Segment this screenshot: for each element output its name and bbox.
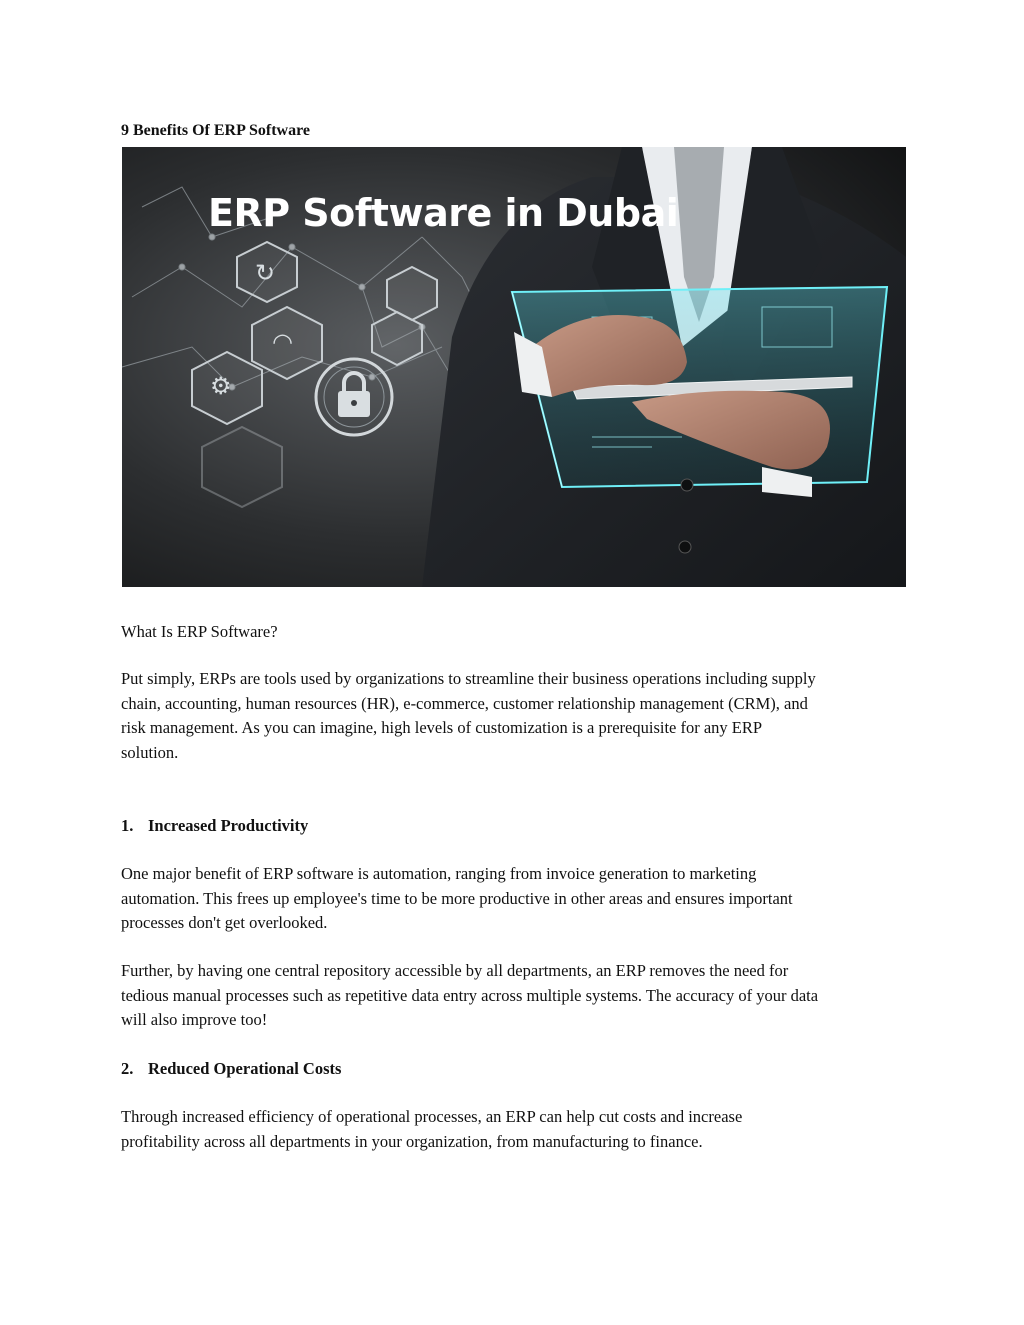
- paragraph-line: tedious manual processes such as repetitive data entry across multiple systems. The accuracy of your data: [121, 985, 819, 1005]
- paragraph-line: Further, by having one central repository accessible by all departments, an ERP removes the need for: [121, 961, 789, 980]
- paragraph-line: processes don't get overlooked.: [121, 913, 328, 932]
- hero-image: [122, 147, 906, 587]
- section-number: 1.: [121, 816, 134, 835]
- paragraph-line: will also improve too!: [121, 1010, 268, 1029]
- hero-caption: ERP Software in Dubai: [208, 191, 679, 235]
- paragraph-line: Through increased efficiency of operational processes, an ERP can help cut costs and increase: [121, 1107, 743, 1126]
- section-heading: [121, 815, 308, 837]
- section-title: Increased Productivity: [148, 816, 309, 835]
- paragraph-line: automation. This frees up employee's time to be more productive in other areas and ensures important: [121, 888, 793, 908]
- section-paragraph: [121, 1105, 906, 1154]
- svg-text:⚙: ⚙: [210, 372, 232, 400]
- intro-question: What Is ERP Software?: [121, 622, 278, 641]
- section-heading: [121, 1058, 341, 1080]
- intro-line: Put simply, ERPs are tools used by organizations to streamline their business operations including supply: [121, 669, 816, 688]
- section-title: Reduced Operational Costs: [148, 1059, 342, 1078]
- intro-line: chain, accounting, human resources (HR), e-commerce, customer relationship management (CRM), and: [121, 693, 808, 713]
- intro-paragraph: [121, 667, 906, 765]
- paragraph-line: profitability across all departments in your organization, from manufacturing to finance.: [121, 1131, 703, 1151]
- intro-line: solution.: [121, 742, 179, 762]
- intro-line: risk management. As you can imagine, high levels of customization is a prerequisite for any ERP: [121, 718, 763, 737]
- document-title: 9 Benefits Of ERP Software: [121, 122, 311, 139]
- svg-text:◠: ◠: [272, 328, 293, 356]
- section-paragraph: [121, 862, 906, 936]
- svg-text:↻: ↻: [255, 259, 276, 287]
- paragraph-line: One major benefit of ERP software is automation, ranging from invoice generation to marketing: [121, 864, 757, 883]
- section-paragraph: [121, 959, 906, 1033]
- section-number: 2.: [121, 1059, 134, 1078]
